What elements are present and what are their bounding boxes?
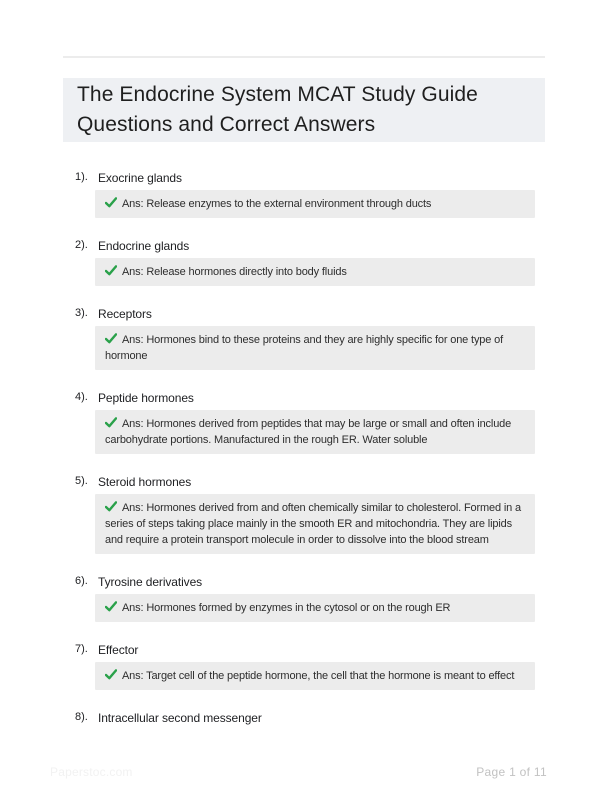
item-number: 7). [75, 643, 88, 655]
page-title: The Endocrine System MCAT Study Guide Questions and Correct Answers [77, 83, 478, 136]
qa-item-head [75, 710, 535, 726]
answer-text: Ans: Release enzymes to the external environment through ducts [122, 198, 432, 210]
check-icon [105, 332, 122, 348]
answer-text: Ans: Release hormones directly into body fluids [122, 266, 347, 278]
qa-item [75, 642, 535, 690]
check-icon [105, 600, 122, 616]
check-icon [105, 668, 122, 684]
answer-box [95, 190, 535, 218]
title-banner [63, 78, 545, 142]
qa-item-head [75, 390, 535, 406]
answer-text: Ans: Target cell of the peptide hormone, the cell that the hormone is meant to effect [122, 670, 515, 682]
item-number: 6). [75, 575, 88, 587]
answer-box [95, 662, 535, 690]
answer-box [95, 410, 535, 454]
qa-list [0, 142, 606, 726]
item-term: Tyrosine derivatives [98, 575, 203, 589]
item-number: 3). [75, 307, 88, 319]
qa-item [75, 710, 535, 726]
item-term: Steroid hormones [98, 475, 192, 489]
qa-item [75, 474, 535, 554]
answer-box [95, 494, 535, 554]
answer-box [95, 594, 535, 622]
item-term: Peptide hormones [98, 391, 194, 405]
item-term: Intracellular second messenger [98, 711, 262, 725]
qa-item [75, 390, 535, 454]
qa-item-head [75, 474, 535, 490]
item-number: 1). [75, 171, 88, 183]
qa-item [75, 238, 535, 286]
answer-text: Ans: Hormones derived from peptides that may be large or small and often include carbohydrate portions. Manufactured in the rough ER. Water soluble [105, 418, 512, 446]
item-number: 8). [75, 711, 88, 723]
qa-item-head [75, 306, 535, 322]
qa-item-head [75, 238, 535, 254]
header-divider [63, 56, 545, 58]
qa-item-head [75, 574, 535, 590]
check-icon [105, 196, 122, 212]
check-icon [105, 264, 122, 280]
answer-text: Ans: Hormones bind to these proteins and they are highly specific for one type of hormone [105, 334, 504, 362]
page-indicator: Page 1 of 11 [476, 765, 547, 779]
item-number: 4). [75, 391, 88, 403]
qa-item [75, 306, 535, 370]
qa-item-head [75, 642, 535, 658]
qa-item [75, 170, 535, 218]
qa-item-head [75, 170, 535, 186]
answer-text: Ans: Hormones formed by enzymes in the cytosol or on the rough ER [122, 602, 451, 614]
watermark-text: Paperstoc.com [50, 765, 133, 779]
item-number: 5). [75, 475, 88, 487]
item-term: Endocrine glands [98, 239, 190, 253]
answer-text: Ans: Hormones derived from and often chemically similar to cholesterol. Formed in a series of steps taking place mainly in the smooth ER and mitochondria. They are lipids and require a protein transport molecule in order to dissolve into the blood stream [105, 502, 521, 546]
check-icon [105, 416, 122, 432]
item-number: 2). [75, 239, 88, 251]
answer-box [95, 258, 535, 286]
qa-item [75, 574, 535, 622]
check-icon [105, 500, 122, 516]
item-term: Effector [98, 643, 139, 657]
item-term: Exocrine glands [98, 171, 182, 185]
item-term: Receptors [98, 307, 152, 321]
answer-box [95, 326, 535, 370]
